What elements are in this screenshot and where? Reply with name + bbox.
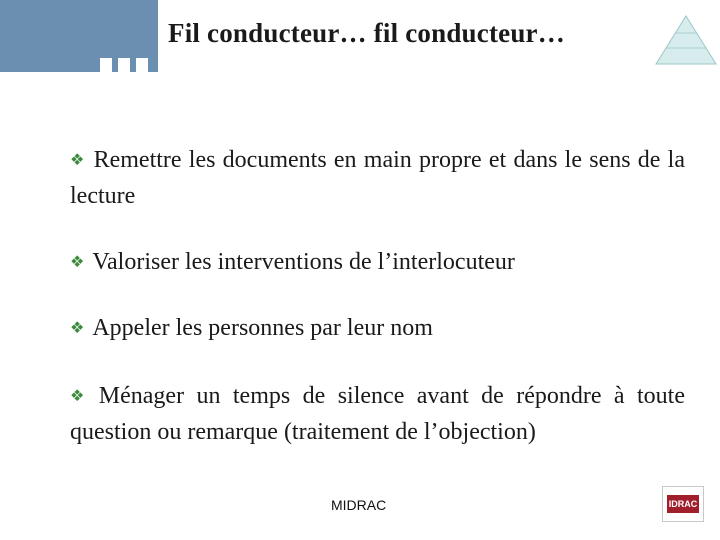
slide-title: Fil conducteur… fil conducteur…: [168, 18, 565, 48]
corner-decoration: [0, 0, 158, 72]
bullet-text: Remettre les documents en main propre et dans le sens de la lecture: [70, 147, 686, 209]
corner-square: [136, 58, 148, 72]
bullet-item: [70, 311, 685, 347]
diamond-bullet-icon: ❖: [70, 150, 86, 169]
bullet-item: [70, 245, 685, 281]
bullet-item: [70, 143, 685, 213]
bullet-text: Valoriser les interventions de l’interlocuteur: [92, 249, 515, 275]
footer-text: MIDRAC: [331, 497, 387, 513]
corner-square: [100, 58, 112, 72]
bullet-item: [70, 379, 685, 449]
corner-square: [118, 58, 130, 72]
pyramid-icon: [654, 14, 718, 66]
diamond-bullet-icon: ❖: [70, 252, 85, 271]
logo-label: IDRAC: [667, 495, 699, 513]
diamond-bullet-icon: ❖: [70, 386, 91, 405]
idrac-logo: [662, 486, 704, 522]
bullet-text: Appeler les personnes par leur nom: [92, 315, 433, 341]
diamond-bullet-icon: ❖: [70, 318, 85, 337]
bullet-text: Ménager un temps de silence avant de répondre à toute question ou remarque (traitement de l’objection): [70, 383, 685, 445]
